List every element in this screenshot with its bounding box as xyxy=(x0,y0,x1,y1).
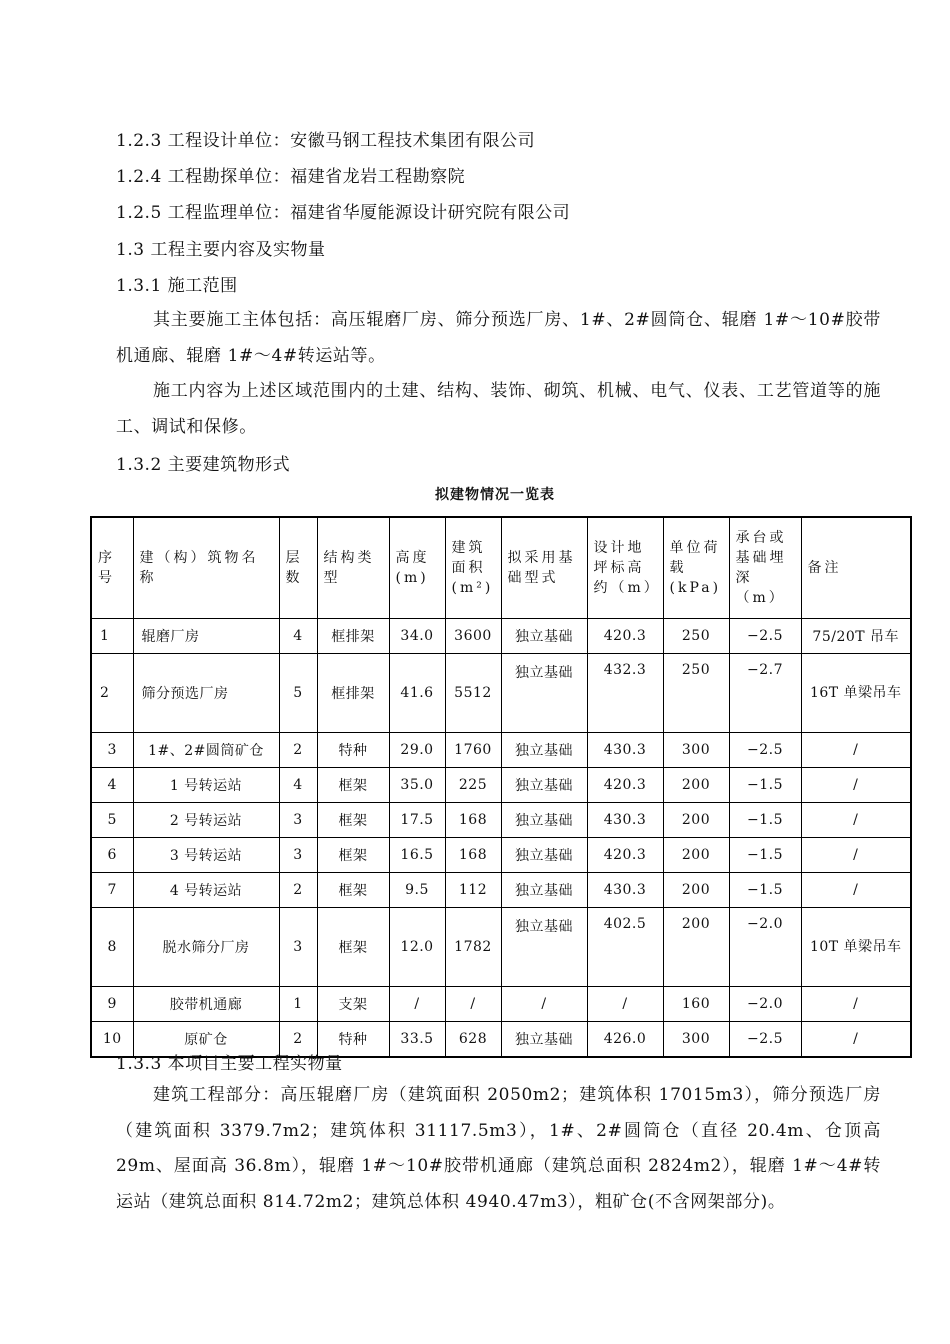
table-cell: 35.0 xyxy=(389,768,445,803)
table-cell: 200 xyxy=(663,803,729,838)
table-cell: 430.3 xyxy=(587,803,663,838)
table-cell: 17.5 xyxy=(389,803,445,838)
table-cell: 420.3 xyxy=(587,838,663,873)
table-cell: / xyxy=(445,987,501,1022)
table-cell: 420.3 xyxy=(587,768,663,803)
header-height: 高度(m) xyxy=(389,517,445,619)
table-cell: 3 xyxy=(91,733,133,768)
table-cell: 独立基础 xyxy=(501,619,587,654)
header-structure: 结构类型 xyxy=(317,517,389,619)
table-cell: 432.3 xyxy=(587,654,663,733)
table-cell: 200 xyxy=(663,873,729,908)
table-cell: 34.0 xyxy=(389,619,445,654)
table-cell: / xyxy=(801,733,911,768)
table-cell: 168 xyxy=(445,803,501,838)
table-cell: 29.0 xyxy=(389,733,445,768)
table-cell: 框架 xyxy=(317,873,389,908)
supervision-unit-line: 1.2.5 工程监理单位：福建省华厦能源设计研究院有限公司 xyxy=(116,203,571,223)
table-cell: 独立基础 xyxy=(501,908,587,987)
header-floors: 层数 xyxy=(279,517,317,619)
table-cell: 4 xyxy=(279,619,317,654)
scope-paragraph-2: 施工内容为上述区域范围内的土建、结构、装饰、砌筑、机械、电气、仪表、工艺管道等的施工、调试和保修。 xyxy=(116,381,881,437)
table-cell: 10T 单梁吊车 xyxy=(801,908,911,987)
table-cell: 独立基础 xyxy=(501,733,587,768)
table-cell: 框架 xyxy=(317,838,389,873)
table-cell: 2 xyxy=(91,654,133,733)
table-cell: 16.5 xyxy=(389,838,445,873)
table-row xyxy=(91,987,911,1022)
table-cell: 1 xyxy=(279,987,317,1022)
table-cell: −2.0 xyxy=(729,908,801,987)
table-cell: 筛分预选厂房 xyxy=(133,654,279,733)
table-cell: 框架 xyxy=(317,908,389,987)
table-cell: 160 xyxy=(663,987,729,1022)
table-cell: 1 xyxy=(91,619,133,654)
scope-paragraph-1: 其主要施工主体包括：高压辊磨厂房、筛分预选厂房、1#、2#圆筒仓、辊磨 1#～10#胶带机通廊、辊磨 1#～4#转运站等。 xyxy=(116,310,881,366)
design-unit-line: 1.2.3 工程设计单位：安徽马钢工程技术集团有限公司 xyxy=(116,131,536,151)
table-cell: 33.5 xyxy=(389,1022,445,1058)
table-cell: −2.0 xyxy=(729,987,801,1022)
table-cell: 41.6 xyxy=(389,654,445,733)
table-cell: 独立基础 xyxy=(501,1022,587,1058)
table-cell: 框排架 xyxy=(317,654,389,733)
table-cell: 250 xyxy=(663,654,729,733)
table-cell: 独立基础 xyxy=(501,873,587,908)
table-cell: −2.5 xyxy=(729,1022,801,1058)
table-cell: 225 xyxy=(445,768,501,803)
buildings-table xyxy=(90,516,912,1058)
table-cell: / xyxy=(501,987,587,1022)
table-cell: 6 xyxy=(91,838,133,873)
table-row xyxy=(91,768,911,803)
table-cell: 1 号转运站 xyxy=(133,768,279,803)
table-caption: 拟建物情况一览表 xyxy=(435,487,555,503)
table-cell: 框排架 xyxy=(317,619,389,654)
table-cell: −1.5 xyxy=(729,768,801,803)
header-foundation: 拟采用基础型式 xyxy=(501,517,587,619)
table-cell: 5 xyxy=(91,803,133,838)
table-cell: −1.5 xyxy=(729,803,801,838)
table-cell: 独立基础 xyxy=(501,838,587,873)
survey-unit-line: 1.2.4 工程勘探单位：福建省龙岩工程勘察院 xyxy=(116,167,466,187)
table-cell: 3 xyxy=(279,803,317,838)
table-cell: 300 xyxy=(663,1022,729,1058)
table-cell: 10 xyxy=(91,1022,133,1058)
table-cell: 75/20T 吊车 xyxy=(801,619,911,654)
header-load: 单位荷载(kPa) xyxy=(663,517,729,619)
table-cell: / xyxy=(801,768,911,803)
header-elevation: 设计地坪标高约（m） xyxy=(587,517,663,619)
table-cell: / xyxy=(389,987,445,1022)
table-cell: 原矿仓 xyxy=(133,1022,279,1058)
table-cell: 628 xyxy=(445,1022,501,1058)
table-cell: 5512 xyxy=(445,654,501,733)
table-cell: 402.5 xyxy=(587,908,663,987)
table-cell: 2 xyxy=(279,1022,317,1058)
table-cell: 300 xyxy=(663,733,729,768)
table-cell: / xyxy=(801,873,911,908)
table-cell: 2 xyxy=(279,733,317,768)
table-cell: 3600 xyxy=(445,619,501,654)
table-cell: 420.3 xyxy=(587,619,663,654)
table-cell: / xyxy=(801,838,911,873)
table-cell: 独立基础 xyxy=(501,654,587,733)
table-cell: −2.5 xyxy=(729,619,801,654)
header-area: 建筑面积(m²) xyxy=(445,517,501,619)
table-cell: −1.5 xyxy=(729,838,801,873)
table-cell: 胶带机通廊 xyxy=(133,987,279,1022)
table-cell: 430.3 xyxy=(587,733,663,768)
table-cell: 3 号转运站 xyxy=(133,838,279,873)
table-cell: 特种 xyxy=(317,1022,389,1058)
table-cell: −2.5 xyxy=(729,733,801,768)
table-body xyxy=(91,619,911,1058)
header-depth: 承台或基础埋深（m） xyxy=(729,517,801,619)
table-row xyxy=(91,803,911,838)
table-cell: 支架 xyxy=(317,987,389,1022)
table-cell: 112 xyxy=(445,873,501,908)
quantities-paragraph: 建筑工程部分：高压辊磨厂房（建筑面积 2050m2；建筑体积 17015m3），筛分预选厂房（建筑面积 3379.7m2；建筑体积 31117.5m3），1#、2#圆筒仓（直径 20.4m、仓顶高 29m、屋面高 36.8m），辊磨 1#～10#胶带机通廊（建筑总面积 2824m2），辊磨 1#～4#转运站（建筑总面积 814.72m2；建筑总体积 4940.47m3），粗矿仓(不含网架部分)。 xyxy=(116,1085,881,1212)
section-heading-1-3-3: 1.3.3 本项目主要工程实物量 xyxy=(116,1054,343,1074)
table-row xyxy=(91,654,911,733)
table-cell: / xyxy=(801,1022,911,1058)
table-cell: 3 xyxy=(279,908,317,987)
table-cell: / xyxy=(587,987,663,1022)
header-remark: 备注 xyxy=(801,517,911,619)
table-row xyxy=(91,908,911,987)
header-index: 序号 xyxy=(91,517,133,619)
table-cell: 4 xyxy=(279,768,317,803)
table-cell: 7 xyxy=(91,873,133,908)
table-cell: 4 号转运站 xyxy=(133,873,279,908)
table-cell: 9 xyxy=(91,987,133,1022)
table-cell: 426.0 xyxy=(587,1022,663,1058)
table-cell: 2 号转运站 xyxy=(133,803,279,838)
table-cell: 5 xyxy=(279,654,317,733)
table-cell: 特种 xyxy=(317,733,389,768)
table-cell: 12.0 xyxy=(389,908,445,987)
table-cell: 8 xyxy=(91,908,133,987)
section-heading-1-3: 1.3 工程主要内容及实物量 xyxy=(116,240,326,260)
section-heading-1-3-2: 1.3.2 主要建筑物形式 xyxy=(116,455,291,475)
table-cell: 独立基础 xyxy=(501,768,587,803)
table-cell: 16T 单梁吊车 xyxy=(801,654,911,733)
table-cell: 250 xyxy=(663,619,729,654)
header-name: 建（构）筑物名称 xyxy=(133,517,279,619)
table-cell: / xyxy=(801,987,911,1022)
table-cell: 200 xyxy=(663,768,729,803)
table-cell: 3 xyxy=(279,838,317,873)
table-cell: 9.5 xyxy=(389,873,445,908)
table-cell: 4 xyxy=(91,768,133,803)
table-cell: −1.5 xyxy=(729,873,801,908)
table-cell: 独立基础 xyxy=(501,803,587,838)
table-row xyxy=(91,733,911,768)
table-row xyxy=(91,873,911,908)
table-cell: 1782 xyxy=(445,908,501,987)
table-cell: 框架 xyxy=(317,768,389,803)
table-cell: 430.3 xyxy=(587,873,663,908)
table-cell: 辊磨厂房 xyxy=(133,619,279,654)
table-cell: 168 xyxy=(445,838,501,873)
table-cell: 2 xyxy=(279,873,317,908)
table-cell: 200 xyxy=(663,908,729,987)
table-cell: 脱水筛分厂房 xyxy=(133,908,279,987)
table-cell: −2.7 xyxy=(729,654,801,733)
table-row xyxy=(91,619,911,654)
section-heading-1-3-1: 1.3.1 施工范围 xyxy=(116,276,238,296)
table-cell: 200 xyxy=(663,838,729,873)
table-cell: / xyxy=(801,803,911,838)
table-cell: 框架 xyxy=(317,803,389,838)
table-row xyxy=(91,838,911,873)
table-cell: 1#、2#圆筒矿仓 xyxy=(133,733,279,768)
table-cell: 1760 xyxy=(445,733,501,768)
table-header-row xyxy=(91,517,911,619)
